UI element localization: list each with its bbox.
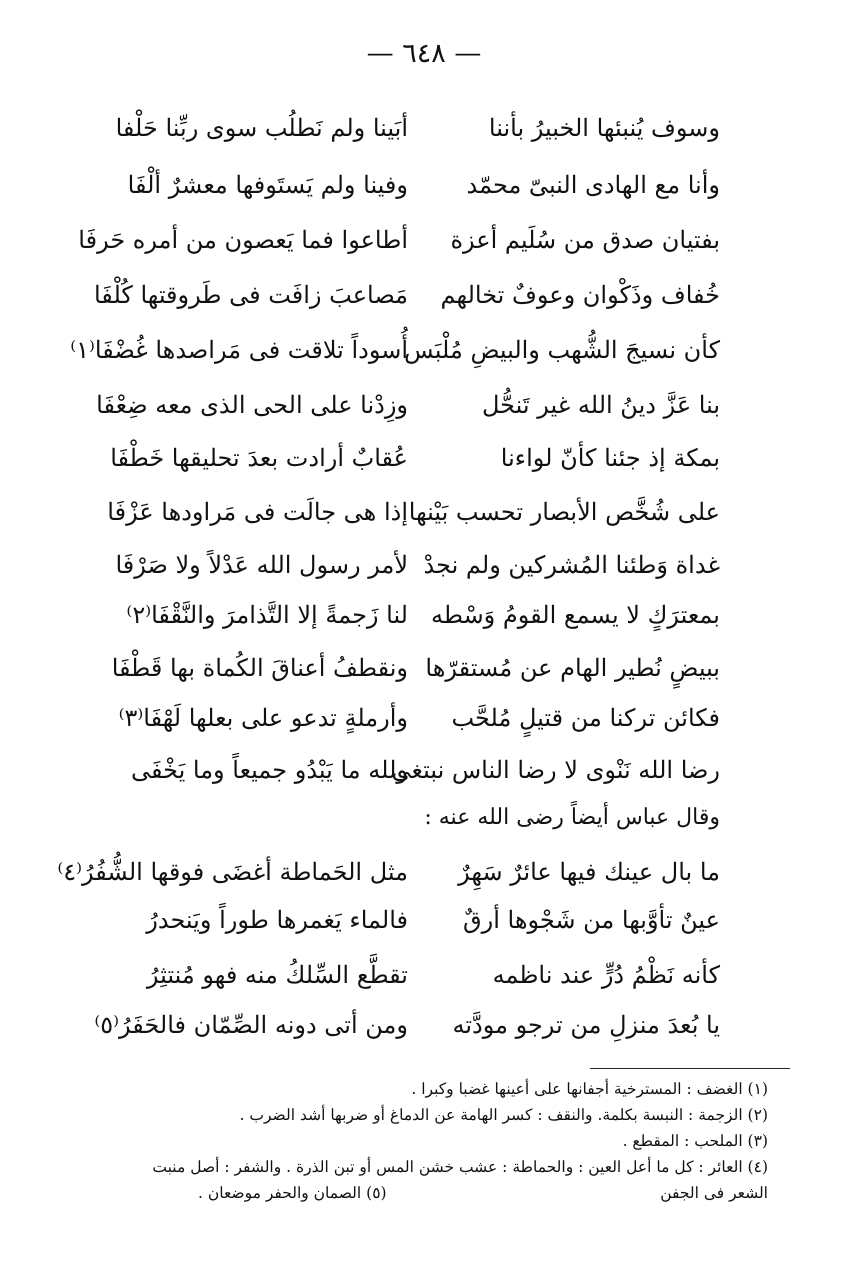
footnote: (٤) العائر : كل ما أعل العين : والحماطة : عشب خشن المس أو تبن الذرة . والشفر : أصل منبت: [152, 1158, 768, 1176]
second-hemistich: لأمر رسول الله عَدْلاً ولا صَرْفَا: [115, 551, 408, 579]
second-hemistich: عُقابٌ أرادت بعدَ تحليقها خَطْفَا: [110, 444, 408, 472]
second-hemistich: وزِدْنا على الحى الذى معه ضِعْفَا: [96, 391, 408, 419]
first-hemistich: فكائن تركنا من قتيلٍ مُلحَّب: [451, 704, 720, 732]
first-hemistich: غداة وَطئنا المُشركين ولم نجدْ: [423, 551, 720, 579]
verse-line: [0, 265, 848, 325]
page-number: — ٦٤٨ —: [366, 38, 482, 69]
verse-line: [0, 995, 848, 1055]
second-hemistich: لنا زَجمةً إلا التَّذامرَ والنَّقْفَا⁽٢⁾: [126, 601, 408, 629]
second-hemistich: تقطَّع السِّلكُ منه فهو مُنتثِرُ: [146, 961, 408, 989]
second-hemistich: وأرملةٍ تدعو على بعلها لَهْفَا⁽٣⁾: [118, 704, 408, 732]
first-hemistich: بمعترَكٍ لا يسمع القومُ وَسْطه: [431, 601, 720, 629]
verse-line: [0, 740, 848, 800]
footnote: (٥) الصمان والحفر موضعان .: [198, 1184, 387, 1202]
section-heading: وقال عباس أيضاً رضى الله عنه :: [424, 805, 720, 830]
second-hemistich: ولله ما يَبْدُو جميعاً وما يَخْفَى: [130, 756, 408, 784]
second-hemistich: أبَينا ولم نَطلُب سوى ربِّنا حَلْفا: [115, 114, 408, 142]
first-hemistich: وأنا مع الهادى النبىّ محمّد: [466, 171, 720, 199]
verse-line: [0, 375, 848, 435]
first-hemistich: خُفاف وذَكْوان وعوفٌ تخالهم: [440, 281, 720, 309]
second-hemistich: إذا هى جالَت فى مَراودها عَزْفَا: [107, 498, 408, 526]
footnote: (١) الغضف : المسترخية أجفانها على أعينها غضبا وكبرا .: [411, 1080, 768, 1098]
footnote-continuation: الشعر فى الجفن: [660, 1184, 768, 1202]
first-hemistich: يا بُعدَ منزلِ من ترجو مودَّته: [452, 1011, 720, 1039]
first-hemistich: بمكة إذ جئنا كأنّ لواءنا: [500, 444, 720, 472]
second-hemistich: فالماء يَغمرها طوراً ويَنحدرُ: [146, 906, 408, 934]
second-hemistich: مَصاعبَ زافَت فى طَروقتها كُلْفَا: [93, 281, 408, 309]
footnotes: [68, 1076, 768, 1206]
verse-line: [0, 98, 848, 158]
first-hemistich: على شُخَّص الأبصار تحسب بَيْنها: [408, 498, 720, 526]
second-hemistich: ونقطفُ أعناقَ الكُماة بها قَطْفَا: [111, 654, 408, 682]
verse-line: [0, 428, 848, 488]
first-hemistich: كأنه نَظْمُ دُرٍّ عند ناظمه: [492, 961, 720, 989]
footnote-divider: [590, 1068, 790, 1069]
verse-line: [0, 585, 848, 645]
second-hemistich: وفينا ولم يَستَوفها معشرٌ ألْفَا: [127, 171, 408, 199]
second-hemistich: مثل الحَماطة أغضَى فوقها الشُّفُرُ⁽٤⁾: [57, 858, 408, 886]
first-hemistich: كأن نسيجَ الشُّهب والبيضِ مُلْبَس: [404, 336, 720, 364]
footnote-row: [68, 1180, 768, 1206]
first-hemistich: ببيضٍ نُطير الهام عن مُستقرّها: [425, 654, 720, 682]
first-hemistich: عينٌ تأوَّبها من شَجْوها أرقٌ: [463, 906, 720, 934]
first-hemistich: بفتيان صدق من سُلَيم أعزة: [450, 226, 720, 254]
footnote: (٢) الزجمة : النبسة بكلمة. والنقف : كسر الهامة عن الدماغ أو ضربها أشد الضرب .: [239, 1106, 768, 1124]
first-hemistich: وسوف يُنبئها الخبيرُ بأننا: [488, 114, 720, 142]
first-hemistich: ما بال عينك فيها عائرٌ سَهِرٌ: [458, 858, 720, 886]
verse-line: [0, 890, 848, 950]
second-hemistich: أطاعوا فما يَعصون من أمره حَرفَا: [78, 226, 408, 254]
footnote: (٣) الملحب : المقطع .: [622, 1132, 768, 1150]
verse-line: [0, 155, 848, 215]
second-hemistich: أُسوداً تلاقت فى مَراصدها غُضْفَا⁽١⁾: [70, 336, 408, 364]
verse-line: [0, 688, 848, 748]
first-hemistich: بنا عَزَّ دينُ الله غير تَنحُّل: [482, 391, 720, 419]
first-hemistich: رضا الله نَنْوى لا رضا الناس نبتغى: [391, 756, 720, 784]
verse-line: [0, 482, 848, 542]
verse-line: [0, 210, 848, 270]
second-hemistich: ومن أتى دونه الصِّمّان فالحَفَرُ⁽٥⁾: [94, 1011, 408, 1039]
verse-line: [0, 320, 848, 380]
